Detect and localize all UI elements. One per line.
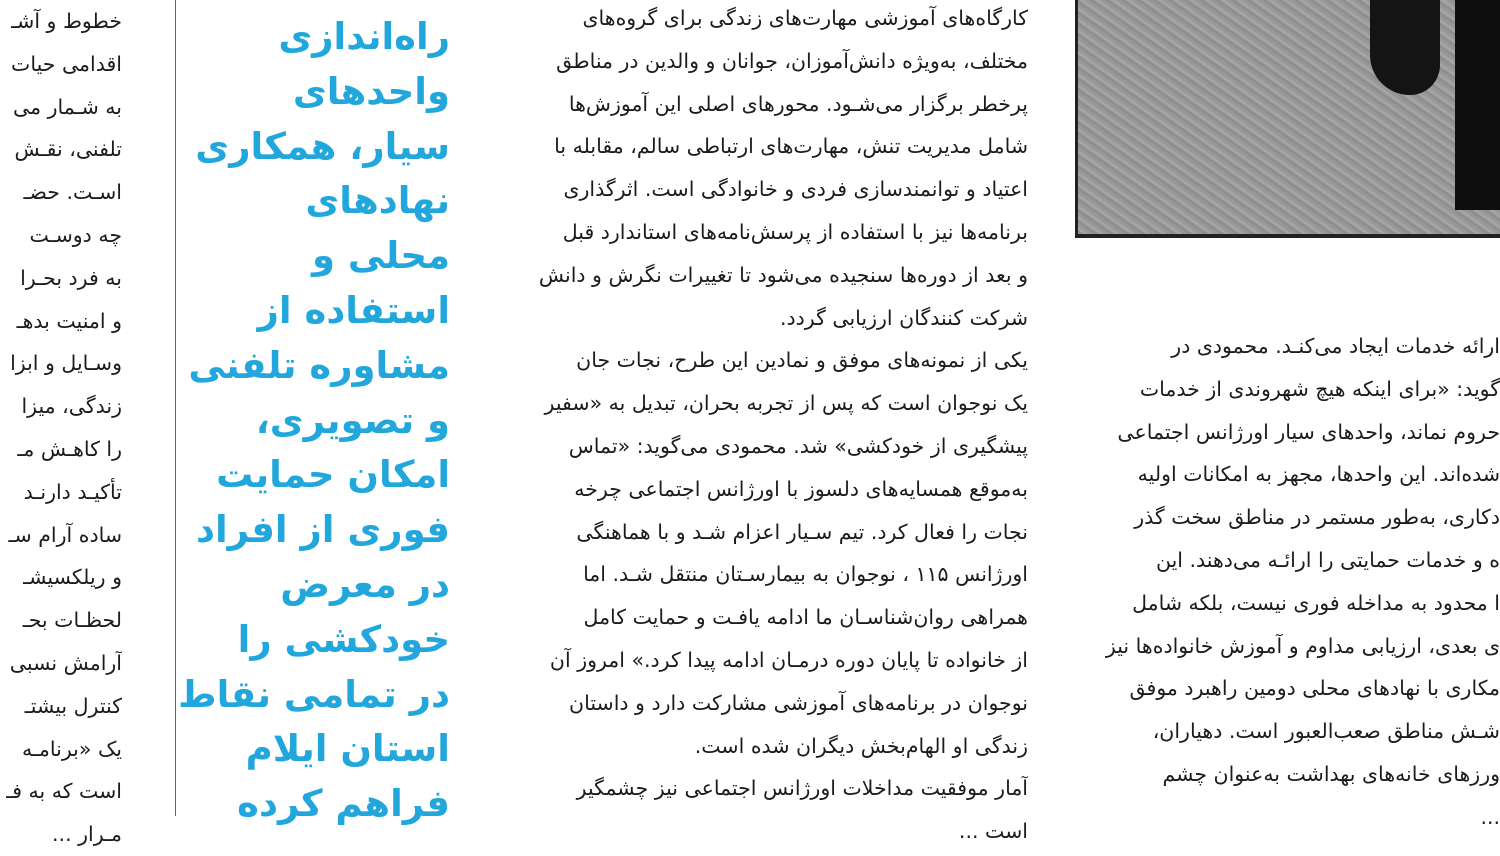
text-line: یک «برنامـه [21, 736, 122, 761]
text-line: شده‌اند. این واحدها، مجهز به امکانات اولیه [1137, 462, 1500, 487]
text-line: برنامه‌ها نیز با استفاده از پرسش‌نامه‌های استاندارد قبل [562, 219, 1028, 244]
text-line: گوید: «برای اینکه هیچ شهروندی از خدمات [1139, 376, 1500, 401]
text-line: ا محدود به مداخله فوری نیست، بلکه شامل [1132, 590, 1500, 615]
pull-quote-line: راه‌اندازی [278, 15, 450, 58]
text-line: به فرد بحـرا [20, 265, 122, 290]
text-line: چه دوسـت [29, 222, 122, 247]
pull-quote-line: و تصویری، [255, 398, 450, 442]
text-line: شامل مدیریت تنش، مهارت‌های ارتباطی سالم، مقابله با [554, 134, 1028, 159]
text-line: خطوط و آشـ [11, 9, 122, 33]
pull-quote-line: فراهم کرده [237, 782, 450, 826]
text-line: اورژانس ۱۱۵ ، نوجوان به بیمارسـتان منتقل شـد. اما [583, 562, 1028, 587]
pull-quote-line: امکان حمایت [216, 453, 450, 497]
text-line: زندگی، میزا [21, 394, 122, 419]
pull-quote-line: استفاده از [257, 288, 450, 332]
text-line: وسـایل و ابزا [10, 351, 122, 376]
text-line: تلفنی، نقـش [14, 137, 122, 162]
text-line: و ریلکسیشـ [23, 565, 122, 590]
text-line: آمار موفقیت مداخلات اورژانس اجتماعی نیز چشمگیر [576, 776, 1028, 801]
text-line: زندگی او الهام‌بخش دیگران شده است. [694, 733, 1028, 758]
text-line: به شـمار می [13, 94, 122, 119]
text-line: اسـت. حضـ [23, 180, 122, 205]
text-line: یکی از نمونه‌های موفق و نمادین این طرح، نجات جان [576, 348, 1028, 373]
text-line: ساده آرام سـ [8, 522, 122, 547]
text-line: اقدامی حیات [11, 51, 122, 76]
text-line: نجات را فعال کرد. تیم سـیار اعزام شـد و با هماهنگی [576, 519, 1028, 544]
pull-quote-line: استان ایلام [245, 727, 450, 771]
text-line: ه و خدمات حمایتی را ارائـه می‌دهند. این [1155, 547, 1500, 572]
text-line: است ... [958, 819, 1028, 844]
text-line: اعتیاد و توانمندسازی فردی و خانوادگی است. اثرگذاری [563, 177, 1028, 202]
article-photo [1075, 0, 1500, 238]
shoe-shape [1370, 0, 1440, 95]
text-line: است که به فـ [6, 779, 122, 804]
text-line: حروم نماند، واحدهای سیار اورژانس اجتماعی [1117, 419, 1500, 444]
text-line: شرکت کنندگان ارزیابی گردد. [780, 305, 1028, 330]
text-line: لحظـات بحـ [22, 608, 122, 633]
text-line: کارگاه‌های آموزشی مهارت‌های زندگی برای گروه‌های [582, 6, 1028, 30]
text-line: دکاری، به‌طور مستمر در مناطق سخت گذر [1134, 505, 1500, 530]
column-divider [175, 0, 176, 816]
pull-quote-line: واحدهای [292, 69, 450, 113]
pull-quote-line: مشاوره تلفنی [188, 343, 450, 387]
text-line: و امنیت بدهـ [16, 308, 122, 333]
text-line: پیشگیری از خودکشی» شد. محمودی می‌گوید: «تماس [568, 433, 1028, 458]
pull-quote-line: در تمامی نقاط [178, 672, 450, 716]
text-line: مـرار ... [52, 822, 122, 847]
pull-quote-line: خودکشی را [237, 617, 450, 661]
text-line: از خانواده تا پایان دوره درمـان ادامه پیدا کرد.» امروز آن [549, 647, 1028, 672]
pull-quote-line: نهادهای [305, 179, 450, 223]
text-line: مختلف، به‌ویژه دانش‌آموزان، جوانان و والدین در مناطق [556, 48, 1028, 73]
text-line: همراهی روان‌شناسـان ما ادامه یافـت و حمایت کامل [583, 605, 1028, 630]
text-line: ... [1480, 804, 1500, 829]
text-line: و بعد از دوره‌ها سنجیده می‌شود تا تغییرات نگرش و دانش [538, 262, 1028, 287]
pull-quote-line: محلی و [312, 234, 450, 278]
text-line: نوجوان در برنامه‌های آموزشی مشارکت دارد و داستان [569, 690, 1028, 715]
text-line: یک نوجوان است که پس از تجربه بحران، تبدیل به «سفیر [544, 391, 1028, 416]
leg-shape [1455, 0, 1500, 210]
text-line: به‌موقع همسایه‌های دلسوز با اورژانس اجتماعی چرخه [574, 476, 1028, 501]
text-line: ی بعدی، ارزیابی مداوم و آموزش خانواده‌ها نیز [1105, 633, 1500, 658]
text-line: تأکیـد دارنـد [23, 479, 122, 504]
pull-quote [178, 10, 450, 832]
right-column-text [1078, 325, 1500, 839]
text-line: پرخطر برگزار می‌شـود. محورهای اصلی این آموزش‌ها [568, 91, 1028, 116]
text-line: کنترل بیشتـ [24, 693, 122, 718]
middle-column-text [488, 0, 1028, 853]
text-line: مکاری با نهادهای محلی دومین راهبرد موفق [1129, 676, 1500, 701]
pull-quote-line: سیار، همکاری [195, 124, 450, 168]
pull-quote-line: فوری از افراد [196, 508, 450, 552]
left-column-text [0, 0, 122, 856]
text-line: شـش مناطق صعب‌العبور است. دهیاران، [1152, 719, 1500, 744]
text-line: ارائه خدمات ایجاد می‌کنـد. محمودی در [1171, 334, 1500, 358]
text-line: ورزهای خانه‌های بهداشت به‌عنوان چشم [1162, 761, 1500, 786]
text-line: آرامش نسبی [9, 650, 122, 675]
pull-quote-line: در معرض [280, 562, 450, 606]
text-line: را کاهـش مـ [17, 436, 122, 461]
